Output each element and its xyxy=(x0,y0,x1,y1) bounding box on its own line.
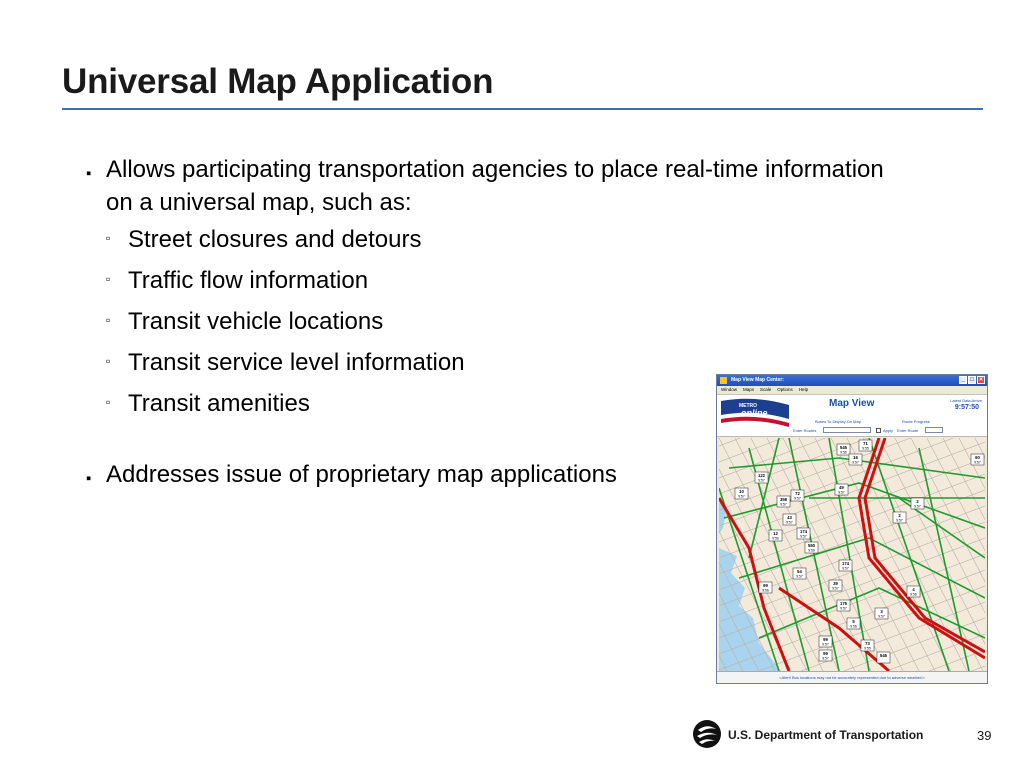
bus-route-number: 12 xyxy=(773,531,778,536)
bus-marker xyxy=(837,444,850,455)
bus-marker xyxy=(793,568,806,579)
bus-update-time: 9:57 xyxy=(786,520,793,525)
bus-update-time: 9:55 xyxy=(862,446,869,451)
bus-update-time: 9:57 xyxy=(822,642,829,647)
bus-route-number: 99 xyxy=(823,637,828,642)
close-icon: × xyxy=(977,376,985,384)
square-bullet-icon: ▪ xyxy=(86,165,92,182)
window-title: Map View Map Center: xyxy=(731,377,784,383)
enter-route-label: Enter Route xyxy=(897,428,919,433)
menu-help: Help xyxy=(798,387,809,392)
bus-route-number: 39 xyxy=(833,581,838,586)
sub-bullet-text: Transit vehicle locations xyxy=(128,308,384,335)
hollow-square-bullet-icon: ▫ xyxy=(106,231,111,245)
hollow-square-bullet-icon: ▫ xyxy=(106,313,111,327)
menu-maps: Maps xyxy=(743,387,755,392)
bus-update-time: 9:57 xyxy=(758,478,765,483)
bus-route-number: 550 xyxy=(808,543,815,548)
bus-route-number: 174 xyxy=(800,529,807,534)
sub-bullet-item xyxy=(86,260,916,301)
bus-route-number: 60 xyxy=(975,455,980,460)
apply-checkbox[interactable] xyxy=(876,428,881,433)
bus-marker xyxy=(847,618,860,629)
bus-route-number: 5 xyxy=(852,619,855,624)
bus-marker xyxy=(877,652,890,663)
bus-route-number: 3 xyxy=(880,609,883,614)
bus-update-time: 9:57 xyxy=(842,566,849,571)
bus-update-time: 9:57 xyxy=(840,606,847,611)
bus-marker xyxy=(735,488,748,499)
hollow-square-bullet-icon: ▫ xyxy=(106,272,111,286)
bus-marker xyxy=(755,472,768,483)
status-bar: <Alert! Bus locations may not be accurately represented due to adverse weather!> xyxy=(717,671,987,683)
bus-marker xyxy=(797,528,810,539)
bus-route-number: 43 xyxy=(787,515,792,520)
app-icon xyxy=(720,377,727,384)
apply-label: Apply xyxy=(883,428,894,433)
bus-marker xyxy=(859,440,872,451)
footer xyxy=(692,719,992,753)
bus-marker xyxy=(783,514,796,525)
bus-route-number: 122 xyxy=(758,473,765,478)
bus-marker xyxy=(759,582,772,593)
bus-marker xyxy=(819,636,832,647)
bus-update-time: 9:56 xyxy=(910,592,917,597)
routes-input[interactable] xyxy=(823,427,871,433)
bus-update-time: 9:57 xyxy=(796,574,803,579)
bus-marker xyxy=(805,542,818,553)
bus-marker xyxy=(777,496,790,507)
route-progress-label: Route Progress xyxy=(902,419,930,424)
sub-bullet-text: Transit amenities xyxy=(128,390,310,417)
maximize-icon: □ xyxy=(968,376,976,384)
bus-marker xyxy=(893,512,906,523)
minimize-icon: _ xyxy=(959,376,967,384)
bus-update-time: 9:57 xyxy=(738,494,745,499)
bus-update-time: 9:57 xyxy=(794,496,801,501)
bus-update-time: 9:57 xyxy=(780,502,787,507)
bullet-item xyxy=(86,153,916,219)
page-number: 39 xyxy=(977,728,992,743)
bullet-text: Allows participating transportation agencies to place real-time information on a universal map, such as: xyxy=(106,156,884,216)
bus-route-number: 175 xyxy=(840,601,847,606)
bus-update-time: 9:57 xyxy=(832,586,839,591)
square-bullet-icon: ▪ xyxy=(86,470,92,487)
bus-route-number: 16 xyxy=(853,455,858,460)
sub-bullet-text: Transit service level information xyxy=(128,349,465,376)
bus-location-map[interactable] xyxy=(719,438,985,671)
sub-bullet-text: Street closures and detours xyxy=(128,226,422,253)
menu-bar xyxy=(717,386,987,395)
sub-bullet-text: Traffic flow information xyxy=(128,267,369,294)
menu-scale: Scale xyxy=(760,387,772,392)
bus-marker xyxy=(861,640,874,651)
bus-update-time: 9:56 xyxy=(762,588,769,593)
hollow-square-bullet-icon: ▫ xyxy=(106,354,111,368)
window-controls xyxy=(959,376,985,384)
bus-marker xyxy=(849,454,862,465)
sub-bullet-item xyxy=(86,301,916,342)
logo-metro-text: METRO xyxy=(739,403,758,409)
bus-update-time: 9:57 xyxy=(878,614,885,619)
bus-marker xyxy=(791,490,804,501)
bus-route-number: 99 xyxy=(823,651,828,656)
bus-update-time: 9:56 xyxy=(808,548,815,553)
menu-options: Options xyxy=(777,387,793,392)
bus-route-number: 358 xyxy=(780,497,787,502)
bus-update-time: 9:56 xyxy=(772,536,779,541)
department-name: U.S. Department of Transportation xyxy=(728,728,924,742)
slide-title: Universal Map Application xyxy=(62,62,494,101)
bullet-text: Addresses issue of proprietary map applications xyxy=(106,461,617,488)
usdot-logo xyxy=(692,719,722,749)
bus-marker xyxy=(839,560,852,571)
bus-route-number: 73 xyxy=(865,641,870,646)
app-header xyxy=(717,395,987,437)
menu-window: Window xyxy=(721,387,738,392)
bus-update-time: 9:56 xyxy=(850,624,857,629)
hollow-square-bullet-icon: ▫ xyxy=(106,395,111,409)
bus-marker xyxy=(829,580,842,591)
bus-marker xyxy=(837,600,850,611)
bus-update-time: 9:57 xyxy=(852,460,859,465)
map-view-heading: Map View xyxy=(829,398,875,409)
title-underline xyxy=(62,108,983,110)
bus-update-time: 9:57 xyxy=(974,460,981,465)
bus-marker xyxy=(819,650,832,661)
bus-update-time: 9:57 xyxy=(800,534,807,539)
bus-route-number: 10 xyxy=(739,489,744,494)
bus-route-number: 99 xyxy=(763,583,768,588)
logo-online-text: online xyxy=(741,408,768,418)
bus-route-number: 54 xyxy=(797,569,802,574)
metro-online-logo xyxy=(719,397,792,434)
bus-route-number: 2 xyxy=(898,513,901,518)
bus-route-number: 71 xyxy=(863,441,868,446)
bus-update-time: 9:57 xyxy=(896,518,903,523)
route-input[interactable] xyxy=(925,427,943,433)
buses-label: Buses To Display On Map xyxy=(815,419,861,424)
bus-marker xyxy=(911,498,924,509)
bus-route-number: 49 xyxy=(839,485,844,490)
bus-route-number: 545 xyxy=(840,445,847,450)
bus-update-time: 9:55 xyxy=(864,646,871,651)
bus-marker xyxy=(769,530,782,541)
bus-marker xyxy=(907,586,920,597)
bus-marker xyxy=(835,484,848,495)
enter-routes-label: Enter Routes xyxy=(793,428,817,433)
bus-marker xyxy=(875,608,888,619)
bus-update-time: 9:57 xyxy=(822,656,829,661)
bus-route-number: 545 xyxy=(880,653,887,658)
sub-bullet-item xyxy=(86,219,916,260)
bus-route-number: 174 xyxy=(842,561,849,566)
window-title-bar xyxy=(717,375,987,386)
bus-route-number: 2 xyxy=(916,499,919,504)
map-view-screenshot xyxy=(716,374,988,684)
bus-route-number: 4 xyxy=(912,587,915,592)
latest-data-label: Latest Data Arrive xyxy=(950,398,982,403)
bus-update-time: 9:57 xyxy=(914,504,921,509)
bus-update-time: 9:57 xyxy=(838,490,845,495)
bus-update-time: 9:56 xyxy=(840,450,847,455)
bus-route-number: 72 xyxy=(795,491,800,496)
clock-readout: 9:57:50 xyxy=(954,404,979,411)
bus-marker xyxy=(971,454,984,465)
